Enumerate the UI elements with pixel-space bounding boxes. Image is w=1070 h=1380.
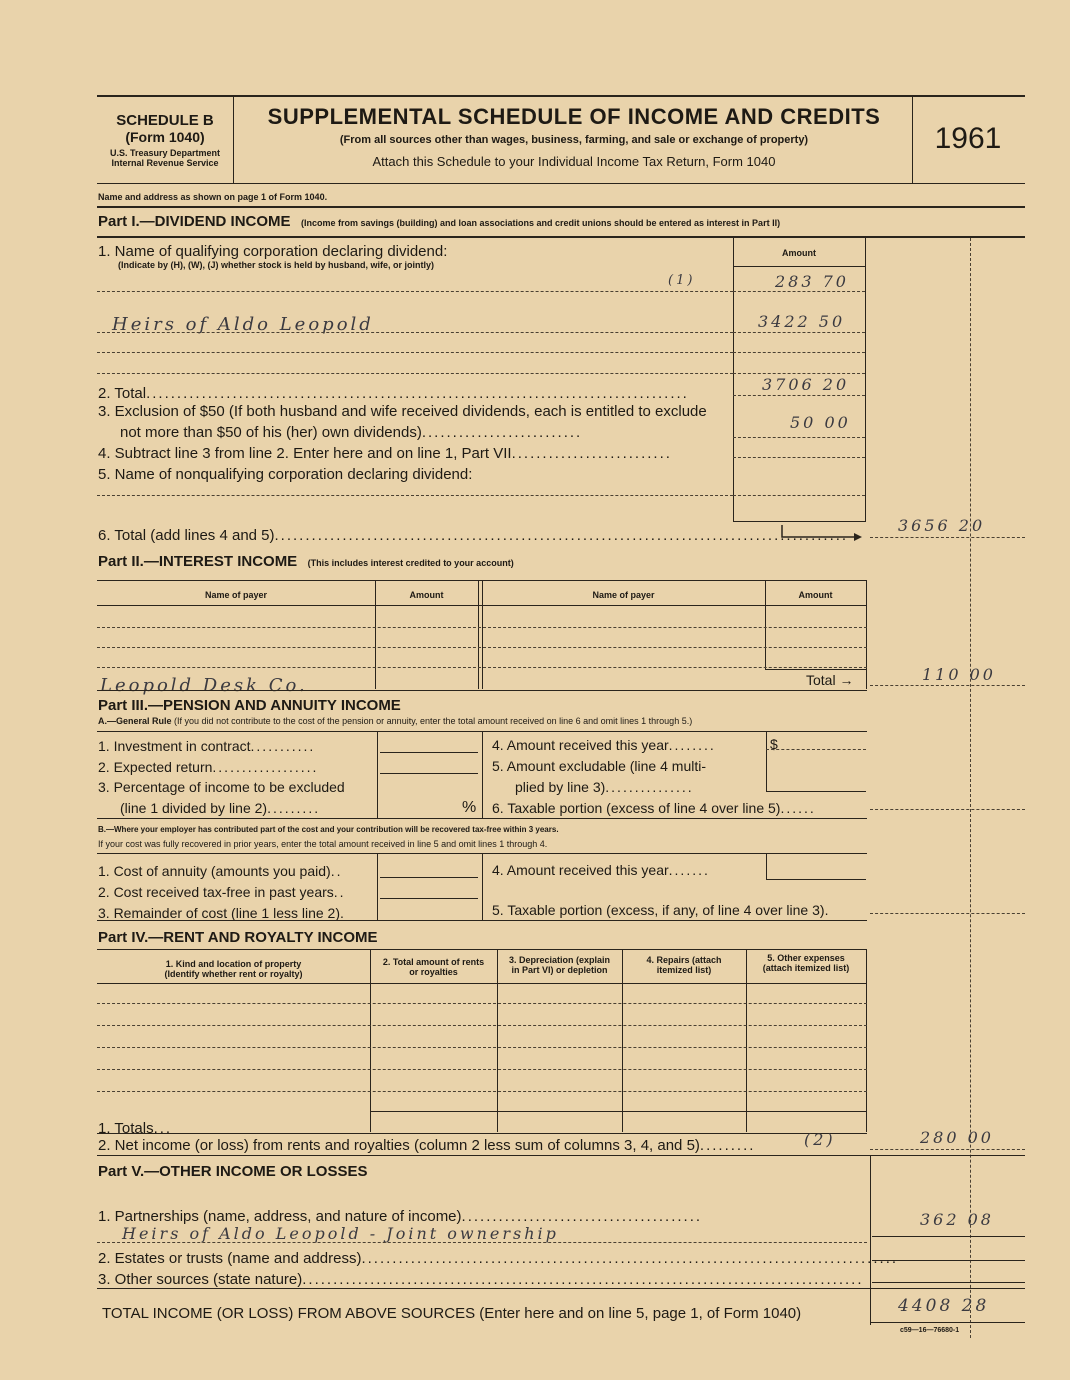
part4-totals-label: 1. Totals — [98, 1120, 154, 1137]
part1-line4: 4. Subtract line 3 from line 2. Enter here and on line 1, Part VII.......................... — [98, 445, 672, 462]
part1-div-amount-1: 283 70 — [775, 272, 849, 291]
part1-line1: 1. Name of qualifying corporation declaring dividend: — [98, 243, 448, 260]
part4-col1-header — [97, 959, 370, 979]
part2-col-amount-2: Amount — [798, 590, 833, 600]
part3-a5: 5. Amount excludable (line 4 multi- — [492, 758, 706, 774]
part3-a1-label: 1. Investment in contract — [98, 738, 251, 754]
part1-line6: 6. Total (add lines 4 and 5)............................................................................................. — [98, 527, 849, 544]
form-title: SUPPLEMENTAL SCHEDULE OF INCOME AND CREDITS — [267, 104, 881, 129]
part1-line6-label: 6. Total (add lines 4 and 5) — [98, 527, 275, 544]
total-amount: 4408 28 — [898, 1296, 990, 1316]
part3-a3b: (line 1 divided by line 2)......... — [120, 800, 321, 816]
part4-col1a: 1. Kind and location of property — [165, 959, 302, 969]
part5-heading: Part V.—OTHER INCOME OR LOSSES — [98, 1163, 368, 1180]
part1-line2-label: 2. Total — [98, 385, 147, 402]
attach-note: Attach this Schedule to your Individual Income Tax Return, Form 1040 — [372, 154, 776, 169]
part3-b1-label: 1. Cost of annuity (amounts you paid) — [98, 863, 331, 879]
part1-div-amount-2: 3422 50 — [758, 312, 846, 331]
part3-heading: Part III.—PENSION AND ANNUITY INCOME — [98, 697, 401, 714]
part3-a3b-label: (line 1 divided by line 2) — [120, 800, 268, 816]
part2-total-amount: 110 00 — [922, 665, 996, 684]
part3-pct: % — [462, 799, 477, 816]
form-title-block — [240, 104, 908, 169]
part2-note: (This includes interest credited to your account) — [307, 558, 514, 568]
part5-p1-label: 1. Partnerships (name, address, and nature of income) — [98, 1208, 462, 1225]
part1-line3: 3. Exclusion of $50 (If both husband and wife received dividends, each is entitled to exclude — [98, 403, 707, 420]
form-label: (Form 1040) — [125, 129, 205, 145]
part1-total: 3706 20 — [762, 375, 850, 394]
part1-line1-note: (Indicate by (H), (W), (J) whether stock is held by husband, wife, or jointly) — [118, 260, 435, 270]
part4-col4-header — [622, 955, 746, 975]
part3-a6: 6. Taxable portion (excess of line 4 over line 5)...... — [492, 800, 816, 816]
part1-line3b-label: not more than $50 of his (her) own dividends) — [120, 424, 422, 441]
part5-p3-label: 3. Other sources (state nature) — [98, 1271, 303, 1288]
part4-col1b: (Identify whether rent or royalty) — [164, 969, 303, 979]
part3-b5-label: 5. Taxable portion (excess, if any, of line 4 over line 3) — [492, 902, 825, 918]
part1-line4-label: 4. Subtract line 3 from line 2. Enter here and on line 1, Part VII — [98, 445, 512, 462]
part2-heading-row — [98, 553, 514, 571]
part2-total-label: Total → — [806, 672, 854, 688]
part3-a6-label: 6. Taxable portion (excess of line 4 over line 5) — [492, 800, 781, 816]
part4-col2b: or royalties — [409, 967, 458, 977]
part4-col5-header — [746, 953, 866, 973]
part2-col-payer-2: Name of payer — [592, 590, 655, 600]
part3-ruleA-text: (If you did not contribute to the cost of the pension or annuity, enter the total amount received on line 6 and omit lines 1 through 5.) — [174, 716, 693, 726]
irs-label: Internal Revenue Service — [111, 158, 219, 168]
part4-hand-ref: (2) — [804, 1130, 836, 1149]
total-label: TOTAL INCOME (OR LOSS) FROM ABOVE SOURCES (Enter here and on line 5, page 1, of Form 1040) — [102, 1305, 802, 1322]
part1-hand-ref: (1) — [668, 273, 696, 288]
part2-col-payer-1: Name of payer — [204, 590, 268, 600]
form-code: c59—16—76680-1 — [900, 1327, 960, 1334]
part3-ruleA — [98, 716, 692, 726]
part1-note: (Income from savings (building) and loan associations and credit unions should be entered as interest in Part II) — [300, 218, 781, 228]
part3-a5b-label: plied by line 3) — [515, 779, 606, 795]
part3-dollar: $ — [770, 736, 778, 752]
name-address-label: Name and address as shown on page 1 of Form 1040. — [98, 192, 328, 202]
part5-p2-label: 2. Estates or trusts (name and address) — [98, 1250, 362, 1267]
schedule-label: SCHEDULE B — [116, 112, 214, 129]
dept-label: U.S. Treasury Department — [109, 148, 221, 158]
part3-b2-label: 2. Cost received tax-free in past years — [98, 884, 334, 900]
part1-line2: 2. Total........................................................................................ — [98, 385, 689, 402]
part3-b3: 3. Remainder of cost (line 1 less line 2). — [98, 905, 346, 921]
tax-year: 1961 — [934, 122, 1002, 155]
part4-col3b: in Part VI) or depletion — [511, 965, 608, 975]
part3-a2-label: 2. Expected return — [98, 759, 213, 775]
part3-b2: 2. Cost received tax-free in past years.. — [98, 884, 346, 900]
part3-b4: 4. Amount received this year....... — [492, 862, 710, 878]
schedule-id — [97, 112, 233, 168]
part3-b5: 5. Taxable portion (excess, if any, of line 4 over line 3). — [492, 902, 831, 918]
part5-partner-name: Heirs of Aldo Leopold - Joint ownership — [122, 1224, 559, 1243]
part1-corp-name: Heirs of Aldo Leopold — [112, 314, 374, 335]
part1-amount-header: Amount — [782, 248, 816, 258]
part4-col4a: 4. Repairs (attach — [646, 955, 722, 965]
part3-b1: 1. Cost of annuity (amounts you paid).. — [98, 863, 343, 879]
part1-heading-row — [98, 213, 780, 231]
part5-partner-amount: 362 08 — [920, 1210, 994, 1229]
part3-a4-label: 4. Amount received this year — [492, 737, 669, 753]
part1-line6-amount: 3656 20 — [898, 516, 986, 535]
part3-ruleB-text: If your cost was fully recovered in prior years, enter the total amount received in line 5 and omit lines 1 through 4. — [98, 839, 548, 849]
part3-a5b: plied by line 3)............... — [515, 779, 694, 795]
part4-net: 2. Net income (or loss) from rents and royalties (column 2 less sum of columns 3, 4, and 5)......... — [98, 1137, 756, 1154]
part3-b4-label: 4. Amount received this year — [492, 862, 669, 878]
part3-a1: 1. Investment in contract........... — [98, 738, 316, 754]
form-subtitle: (From all sources other than wages, business, farming, and sale or exchange of property) — [339, 134, 809, 146]
part5-p1: 1. Partnerships (name, address, and nature of income)....................................... — [98, 1208, 703, 1225]
part4-col4b: itemized list) — [656, 965, 712, 975]
part4-net-amount: 280 00 — [920, 1128, 994, 1147]
part4-col2a: 2. Total amount of rents — [382, 957, 485, 967]
part2-payer-name: Leopold Desk Co. — [100, 675, 308, 696]
part1-line3b: not more than $50 of his (her) own dividends).......................... — [120, 424, 583, 441]
part3-ruleA-title: A.—General Rule — [98, 716, 172, 726]
part5-p3: 3. Other sources (state nature)........................................................................................... — [98, 1271, 864, 1288]
part4-col5b: (attach itemized list) — [762, 963, 850, 973]
part1-line5: 5. Name of nonqualifying corporation declaring dividend: — [98, 466, 473, 483]
part3-a2: 2. Expected return.................. — [98, 759, 319, 775]
part4-totals: 1. Totals... — [98, 1120, 173, 1137]
part4-col3a: 3. Depreciation (explain — [508, 955, 611, 965]
part2-heading: Part II.—INTEREST INCOME — [98, 553, 298, 570]
part1-heading: Part I.—DIVIDEND INCOME — [98, 213, 291, 230]
part4-net-label: 2. Net income (or loss) from rents and royalties (column 2 less sum of columns 3, 4, and 5) — [98, 1137, 700, 1154]
part3-a4: 4. Amount received this year........ — [492, 737, 716, 753]
part4-heading: Part IV.—RENT AND ROYALTY INCOME — [98, 929, 378, 946]
part3-ruleB-title: B.—Where your employer has contributed part of the cost and your contribution will be recovered tax-free within 3 years. — [98, 825, 559, 834]
part4-col3-header — [497, 955, 622, 975]
arrow-right-icon — [780, 523, 864, 543]
part2-col-amount-1: Amount — [409, 590, 444, 600]
part3-a3: 3. Percentage of income to be excluded — [98, 779, 345, 795]
part4-col2-header — [370, 957, 497, 977]
part1-exclusion: 50 00 — [790, 413, 851, 432]
part3-b3-label: 3. Remainder of cost (line 1 less line 2) — [98, 905, 340, 921]
part5-p2: 2. Estates or trusts (name and address)....................................................................................... — [98, 1250, 899, 1267]
part4-col5a: 5. Other expenses — [767, 953, 845, 963]
